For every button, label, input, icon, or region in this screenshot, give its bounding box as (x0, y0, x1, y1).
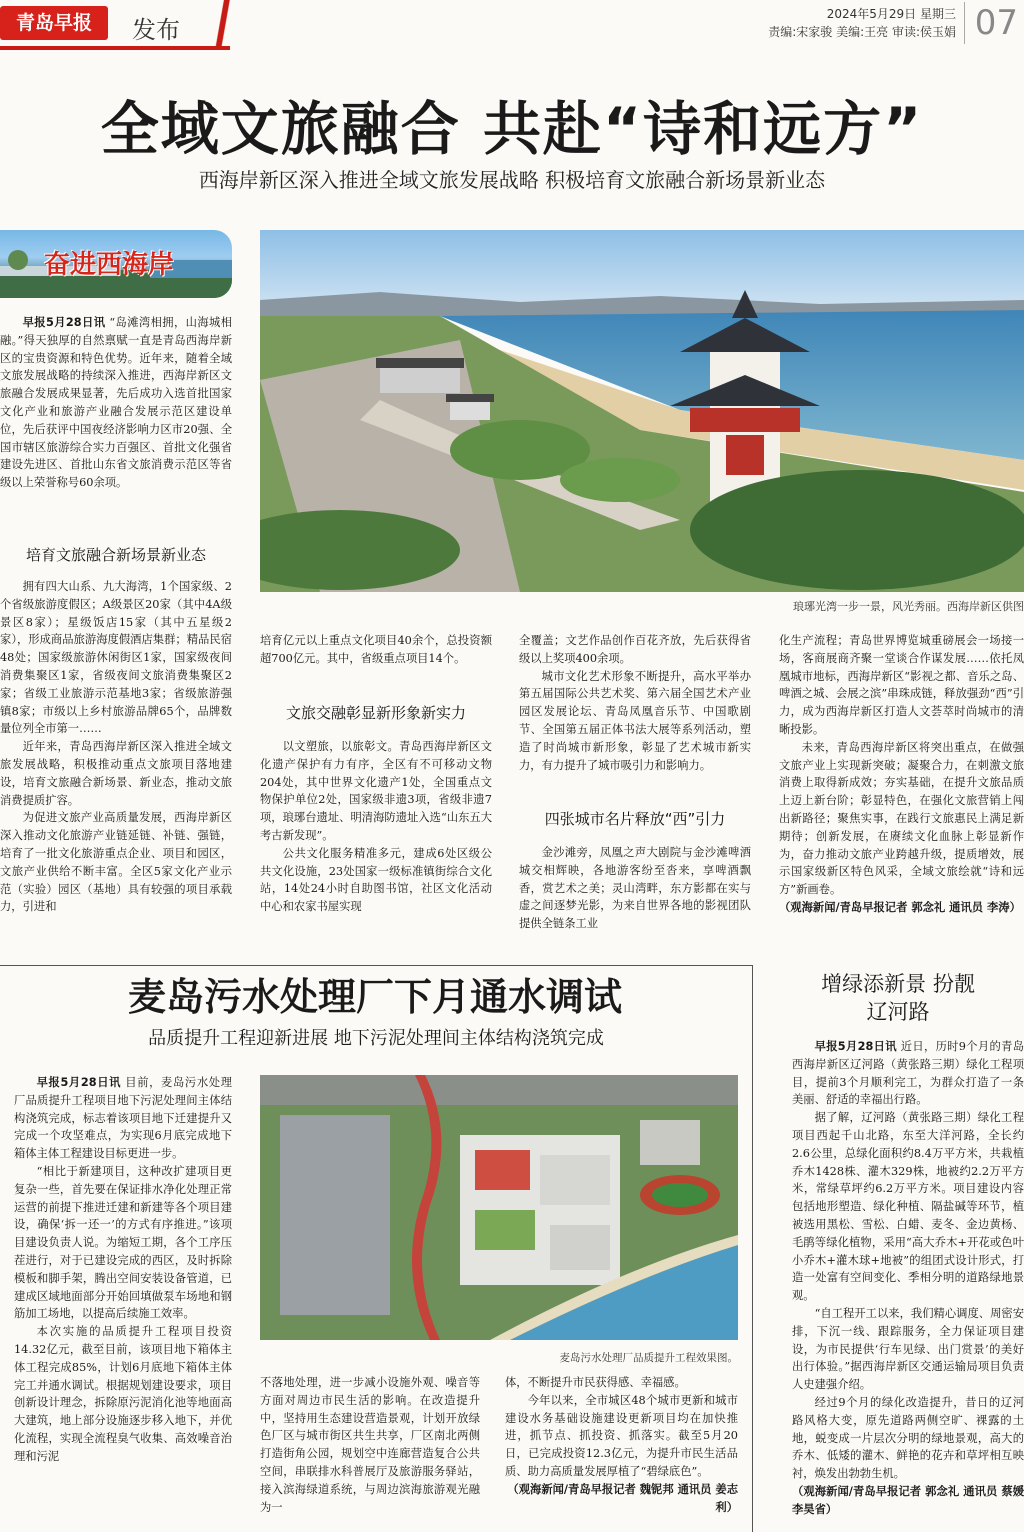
issue-date: 2024年5月29日 星期三 (826, 7, 956, 21)
coastal-park-photo (260, 230, 1024, 592)
byline: （观海新闻/青岛早报记者 郭念礼 通讯员 李涛） (779, 900, 1021, 914)
paragraph: 本次实施的品质提升工程项目投资14.32亿元，截至目前，该项目地下箱体主体工程完成85%，计划6月底地下箱体主体完工并通水调试。根据规划建设要求，项目创新设计理念，拆除原污泥消化池等地面高大建筑，地上部分设施逐步移入地下，并优化流程，实现全流程臭气收集、高效噪音治理和污泥 (14, 1325, 232, 1463)
paragraph: 据了解，辽河路（黄张路三期）绿化工程项目西起千山北路，东至大洋河路，全长约2.6公里，总绿化面积约8.4万平方米，共栽植乔木1428株、灌木329株，地被约2.2万平方米，常绿草坪约6.2万平方米。项目建设内容包括地形塑造、绿化种植、隔盐碱等环节，植被选用黑松、雪松、白蜡、麦冬、金边黄杨、毛鹃等绿化植物，采用“高大乔木+开花或色叶小乔木+灌木球+地被”的组团式设计形式，打造一处富有空间变化、季相分明的道路绿地景观。 (792, 1111, 1024, 1303)
paragraph: 经过9个月的绿化改造提升，昔日的辽河路风格大变，原先道路两侧空旷、裸露的土地，蜕变成一片层次分明的绿地景观，高大的乔木、低矮的灌木、鲜艳的花卉和草坪相互映衬，焕发出勃勃生机。 (792, 1395, 1024, 1481)
story2-subheadline: 品质提升工程迎新进展 地下污泥处理间主体结构浇筑完成 (148, 1028, 604, 1049)
subhead-3: 四张城市名片释放“西”引力 (544, 810, 726, 828)
paragraph: 为促进文旅产业高质量发展，西海岸新区深入推动文化旅游产业链延链、补链、强链，培育了一批文化旅游重点企业、项目和园区，文旅产业供给不断丰富。全区5家文化产业示范（实验）园区（基地）具有较强的项目承载力，引进和 (0, 811, 232, 914)
story2-column-3 (505, 1374, 738, 1519)
dateline: 早报5月28日讯 (22, 316, 106, 329)
photo-caption: 琅琊光湾一步一景，风光秀丽。西海岸新区供图 (793, 600, 1024, 613)
newspaper-logo: 青岛早报 (0, 6, 108, 40)
rendering-illustration (260, 1075, 738, 1340)
paragraph-text: 目前，麦岛污水处理厂品质提升工程项目地下污泥处理间主体结构浇筑完成，标志着该项目地下迁建提升又完成一个攻坚难点，为实现6月底完成地下箱体主体工程建设目标更进一步。 (14, 1076, 232, 1161)
paragraph: 金沙滩旁，凤凰之声大剧院与金沙滩啤酒城交相辉映，各地游客纷至沓来，享啤酒飘香，赏艺术之美；灵山湾畔，东方影都在实与虚之间逐梦光影，为来自世界各地的影视团队提供全链条工业 (519, 846, 751, 931)
paragraph: 培育亿元以上重点文化项目40余个，总投资额超700亿元。其中，省级重点项目14个。 (260, 634, 492, 665)
paragraph (14, 1074, 232, 1163)
photo-illustration (260, 230, 1024, 592)
story1-column-3 (519, 632, 751, 792)
story3-column (792, 1038, 1024, 1528)
paragraph (792, 1038, 1024, 1109)
paragraph: 以文塑旅，以旅彰文。青岛西海岸新区文化遗产保护有力有序，全区有不可移动文物204处，其中世界文化遗产1处，全国重点文物保护单位2处，国家级非遗3项，省级非遗7项，琅琊台遗址、明清海防遗址入选“山东五大考古新发现”。 (260, 740, 492, 842)
story3-headline-text: 增绿添新景 扮靓辽河路 (821, 972, 975, 1024)
story1-column-1 (0, 314, 232, 529)
paragraph (0, 314, 232, 492)
story3-headline (772, 970, 1024, 1026)
story1-column-3b (519, 844, 751, 936)
story2-column-1 (14, 1074, 232, 1526)
story1-column-2b (260, 738, 492, 936)
paragraph-text: “岛滩湾相拥，山海城相融。”得天独厚的自然禀赋一直是青岛西海岸新区的宝贵资源和特色优势。近年来，随着全域文旅发展战略的持续深入推进，西海岸新区文旅融合发展成果显著，先后成功入选首批国家文化产业和旅游产业融合发展示范区建设单位，先后获评中国夜经济影响力区市20强、全国市辖区旅游综合实力百强区、首批文化强省建设先进区、首批山东省文旅消费示范区等省级以上荣誉称号60余项。 (0, 316, 232, 490)
story1-column-1b (0, 578, 232, 936)
headline-main: 全域文旅融合 共赴“诗和远方” (100, 95, 924, 163)
paragraph: 公共文化服务精准多元，建成6处区级公共文化设施，23处国家一级标准镇街综合文化站，14处24小时自助图书馆，社区文化活动中心和农家书屋实现 (260, 846, 492, 914)
column-banner-title: 奋进西海岸 (44, 250, 175, 280)
paragraph: 拥有四大山系、九大海湾，1个国家级、2个省级旅游度假区；A级景区20家（其中4A级景区8家）；星级饭店15家（其中五星级2家），形成商品旅游海度假酒店集群；精品民宿48处；国家级旅游休闲街区1家，国家级夜间消费集聚区1家，省级夜间文旅消费集聚区2家；省级工业旅游示范基地3家；省级旅游强镇8家；市级以上乡村旅游品牌65个，品牌数量位列全市第一…… (0, 580, 232, 736)
section-name: 发布 (132, 16, 180, 44)
rendering-caption: 麦岛污水处理厂品质提升工程效果图。 (559, 1352, 738, 1364)
paragraph: 化生产流程；青岛世界博览城重磅展会一场接一场，客商展商齐聚一堂谈合作谋发展……依托凤凰城市地标，西海岸新区“影视之都、音乐之岛、啤酒之城、会展之滨”串珠成链，释放强劲“西”引力，成为西海岸新区打造人文荟萃时尚城市的清晰投影。 (779, 634, 1024, 736)
paragraph: 近年来，青岛西海岸新区深入推进全域文旅发展战略，积极推动重点文旅项目落地建设，培育文旅融合新场景、新业态，推动文旅消费提质扩容。 (0, 740, 232, 807)
paragraph-text: 近日，历时9个月的青岛西海岸新区辽河路（黄张路三期）绿化工程项目，提前3个月顺利完工，为群众打造了一条美丽、舒适的幸福出行路。 (792, 1040, 1024, 1107)
editor-credits: 责编:宋家骏 美编:王亮 审读:侯玉娟 (768, 25, 956, 39)
paragraph: 不落地处理，进一步减小设施外观、噪音等方面对周边市民生活的影响。在改造提升中，坚持用生态建设营造景观，计划开放绿色厂区与城市街区共生共享，厂区南北两侧打造街角公园，规划空中连廊营造复合公共空间，串联排水科普展厅及旅游服务驿站，接入滨海绿道系统，与周边滨海旅游观光融为一 (260, 1376, 480, 1514)
story2-headline: 麦岛污水处理厂下月通水调试 (40, 966, 710, 1021)
header-slant-decoration (200, 0, 240, 50)
paragraph: 全覆盖；文艺作品创作百花齐放，先后获得省级以上奖项400余项。 (519, 634, 751, 665)
story1-column-2 (260, 632, 492, 670)
story1-column-4 (779, 632, 1024, 936)
subhead-1: 培育文旅融合新场景新业态 (25, 546, 206, 564)
header-red-bar (0, 46, 230, 50)
page-number: 07 (964, 2, 1018, 44)
headline-sub: 西海岸新区深入推进全域文旅发展战略 积极培育文旅融合新场景新业态 (198, 168, 826, 192)
dateline: 早报5月28日讯 (36, 1076, 122, 1089)
paragraph: 未来，青岛西海岸新区将突出重点，在做强文旅产业上实现新突破；凝聚合力，在刺激文旅消费上取得新成效；夯实基础，在提升文旅品质上迈上新台阶；彰显特色，在强化文旅营销上闯出新路径；聚焦实事，在践行文旅惠民上满足新期待；创新发展，在赓续文化血脉上彰显新作为，奋力推动文旅产业跨越升级，提质增效，展示国家级新区特色风采，全域文旅绘就“诗和远方”新画卷。 (779, 740, 1024, 897)
subhead-2: 文旅交融彰显新形象新实力 (285, 704, 466, 722)
story2-column-2 (260, 1374, 480, 1519)
paragraph: 今年以来，全市城区48个城市更新和城市建设水务基础设施建设更新项目均在加快推进，抓节点、抓投资、抓落实。截至5月20日，已完成投资12.3亿元，为提升市民生活品质、助力高质量发展厚植了“碧绿底色”。 (505, 1393, 738, 1478)
dateline: 早报5月28日讯 (814, 1040, 897, 1053)
paragraph: “自工程开工以来，我们精心调度、周密安排，下沉一线、跟踪服务，全力保证项目建设，为市民提供‘行车见绿、出门赏景’的美好出行体验。”据西海岸新区交通运输局项目负责人史建强介绍。 (792, 1306, 1024, 1392)
paragraph: “相比于新建项目，这种改扩建项目更复杂一些，首先要在保证排水净化处理正常运营的前提下推进迁建和新建等各个项目建设，确保‘拆一还一’的方式有序推进。”该项目建设负责人说。为缩短工期，各个工序压茬进行，对于已建设完成的西区，及时拆除模板和脚手架，腾出空间安装设备管道，已建成区域地面部分开始回填做泵车场地和钢筋加工场地，以提高后续施工效率。 (14, 1164, 232, 1321)
byline: （观海新闻/青岛早报记者 魏铌邦 通讯员 姜志利） (507, 1482, 738, 1514)
treatment-plant-rendering (260, 1075, 738, 1340)
paragraph: 城市文化艺术形象不断提升，高水平举办第五届国际公共艺术奖、第六届全国艺术产业园区发展论坛、青岛凤凰音乐节、中国歌剧节、全国第五届正体书法大展等系列活动，塑造了时尚城市新形象，彰显了艺术城市新实力，有力提升了城市吸引力和影响力。 (519, 669, 751, 772)
paragraph: 体，不断提升市民获得感、幸福感。 (505, 1376, 686, 1389)
byline: （观海新闻/青岛早报记者 郭念礼 通讯员 蔡媛 李昊省） (792, 1484, 1024, 1516)
